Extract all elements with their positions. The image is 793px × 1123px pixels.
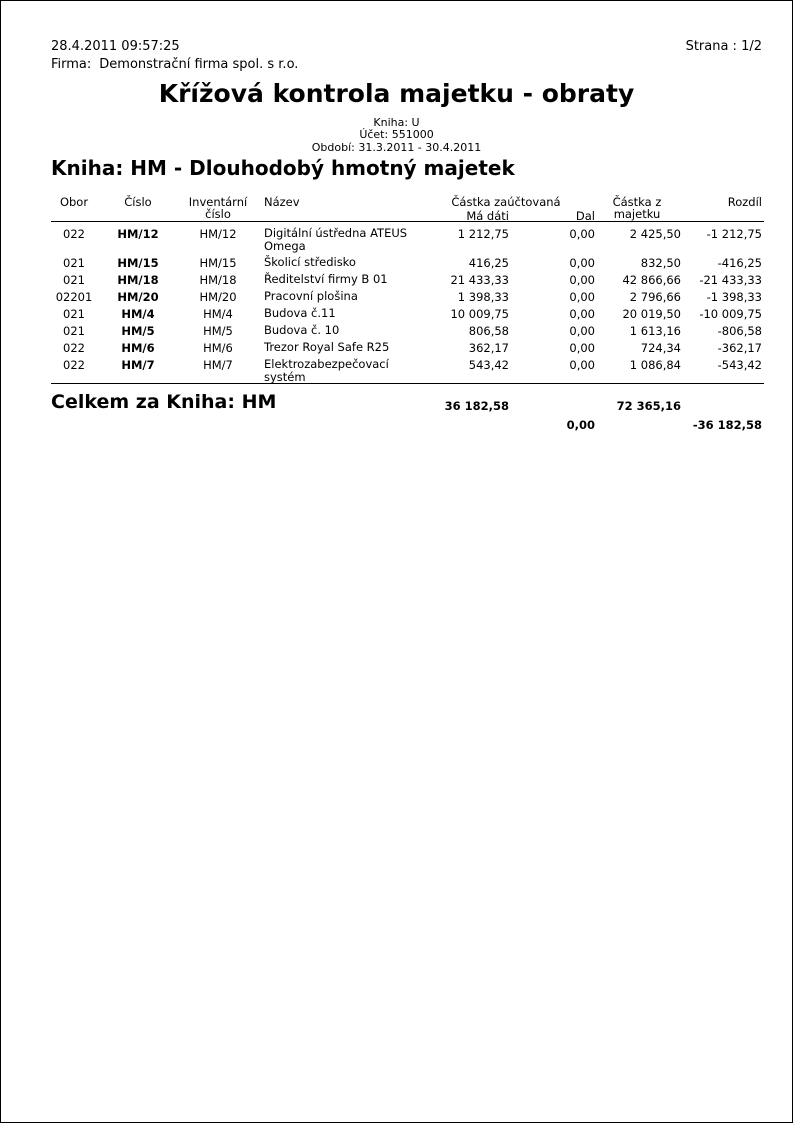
cell-obor: 021 (63, 273, 85, 287)
cell-inv: HM/7 (203, 358, 233, 372)
cell-nazev: Školicí středisko (264, 255, 356, 269)
col-cislo-header: Číslo (124, 195, 152, 209)
cell-rozdil: -543,42 (717, 358, 762, 372)
cell-cislo: HM/15 (117, 256, 159, 270)
cell-dal: 0,00 (569, 227, 595, 241)
table-row (1, 290, 792, 307)
cell-rozdil: -362,17 (717, 341, 762, 355)
cell-madati: 362,17 (468, 341, 509, 355)
cell-cislo: HM/12 (117, 227, 159, 241)
cell-rozdil: -1 212,75 (706, 227, 762, 241)
cell-madati: 543,42 (468, 358, 509, 372)
table-row (1, 324, 792, 341)
cell-dal: 0,00 (569, 256, 595, 270)
total-madati: 36 182,58 (444, 399, 509, 413)
print-datetime: 28.4.2011 09:57:25 (51, 39, 180, 54)
cell-majetek: 1 613,16 (629, 324, 681, 338)
col-zauctovana-header: Částka zaúčtovaná (451, 195, 561, 209)
cell-rozdil: -1 398,33 (706, 290, 762, 304)
cell-dal: 0,00 (569, 273, 595, 287)
cell-madati: 416,25 (468, 256, 509, 270)
cell-nazev: Elektrozabezpečovací systém (264, 357, 389, 384)
cell-nazev: Digitální ústředna ATEUS Omega (264, 226, 408, 253)
cell-obor: 02201 (55, 290, 93, 304)
section-title: Kniha: HM - Dlouhodobý hmotný majetek (51, 156, 515, 180)
cell-madati: 10 009,75 (450, 307, 509, 321)
cell-majetek: 2 796,66 (629, 290, 681, 304)
cell-obor: 021 (63, 324, 85, 338)
cell-inv: HM/6 (203, 341, 233, 355)
cell-inv: HM/18 (199, 273, 237, 287)
table-row (1, 226, 792, 253)
cell-obor: 021 (63, 307, 85, 321)
cell-inv: HM/12 (199, 227, 237, 241)
cell-nazev: Pracovní plošina (264, 289, 358, 303)
cell-rozdil: -21 433,33 (699, 273, 762, 287)
cell-obor: 022 (63, 341, 85, 355)
cell-cislo: HM/6 (121, 341, 155, 355)
company-name: Demonstrační firma spol. s r.o. (99, 57, 299, 72)
table-row (1, 357, 792, 384)
cell-obor: 022 (63, 227, 85, 241)
cell-madati: 806,58 (468, 324, 509, 338)
col-rozdil-header: Rozdíl (727, 195, 762, 209)
cell-cislo: HM/20 (117, 290, 159, 304)
cell-inv: HM/4 (203, 307, 233, 321)
table-row (1, 273, 792, 290)
page-number: Strana : 1/2 (685, 39, 762, 54)
cell-madati: 1 212,75 (457, 227, 509, 241)
cell-cislo: HM/4 (121, 307, 155, 321)
cell-nazev: Trezor Royal Safe R25 (264, 340, 390, 354)
cell-majetek: 20 019,50 (622, 307, 681, 321)
cell-dal: 0,00 (569, 307, 595, 321)
meta-period: Období: 31.3.2011 - 30.4.2011 (311, 141, 482, 154)
cell-obor: 022 (63, 358, 85, 372)
cell-nazev: Budova č.11 (264, 306, 336, 320)
col-madati-header: Má dáti (466, 209, 509, 223)
cell-rozdil: -806,58 (717, 324, 762, 338)
cell-cislo: HM/18 (117, 273, 159, 287)
col-inv-header-line2: číslo (205, 207, 231, 221)
cell-cislo: HM/7 (121, 358, 155, 372)
col-majetek-header-line2: majetku (613, 207, 661, 221)
cell-dal: 0,00 (569, 341, 595, 355)
cell-rozdil: -416,25 (717, 256, 762, 270)
col-majetek-header-line1: Částka z (612, 195, 662, 209)
cell-nazev: Ředitelství firmy B 01 (264, 272, 388, 286)
cell-inv: HM/15 (199, 256, 237, 270)
cell-inv: HM/5 (203, 324, 233, 338)
cell-majetek: 832,50 (640, 256, 681, 270)
cell-majetek: 1 086,84 (629, 358, 681, 372)
cell-dal: 0,00 (569, 324, 595, 338)
table-row (1, 256, 792, 273)
cell-madati: 21 433,33 (450, 273, 509, 287)
cell-majetek: 2 425,50 (629, 227, 681, 241)
total-label: Celkem za Kniha: HM (51, 391, 277, 413)
col-nazev-header: Název (264, 195, 300, 209)
total-majetek: 72 365,16 (616, 399, 681, 413)
cell-dal: 0,00 (569, 358, 595, 372)
total-rozdil: -36 182,58 (692, 418, 762, 432)
cell-majetek: 724,34 (640, 341, 681, 355)
meta-book: Kniha: U (373, 116, 420, 129)
company-line (51, 57, 298, 72)
cell-majetek: 42 866,66 (622, 273, 681, 287)
cell-inv: HM/20 (199, 290, 237, 304)
cell-obor: 021 (63, 256, 85, 270)
col-inv-header-line1: Inventární (188, 195, 248, 209)
report-title: Křížová kontrola majetku - obraty (158, 79, 635, 108)
table-row (1, 307, 792, 324)
company-label: Firma: (51, 57, 92, 72)
cell-dal: 0,00 (569, 290, 595, 304)
cell-madati: 1 398,33 (457, 290, 509, 304)
cell-nazev: Budova č. 10 (264, 323, 340, 337)
col-dal-header: Dal (575, 209, 595, 223)
footer-rule (51, 383, 764, 384)
meta-account: Účet: 551000 (359, 128, 434, 141)
cell-cislo: HM/5 (121, 324, 155, 338)
table-row (1, 341, 792, 358)
total-dal: 0,00 (566, 418, 595, 432)
col-obor-header: Obor (59, 195, 89, 209)
cell-rozdil: -10 009,75 (699, 307, 762, 321)
header-rule (51, 221, 764, 222)
